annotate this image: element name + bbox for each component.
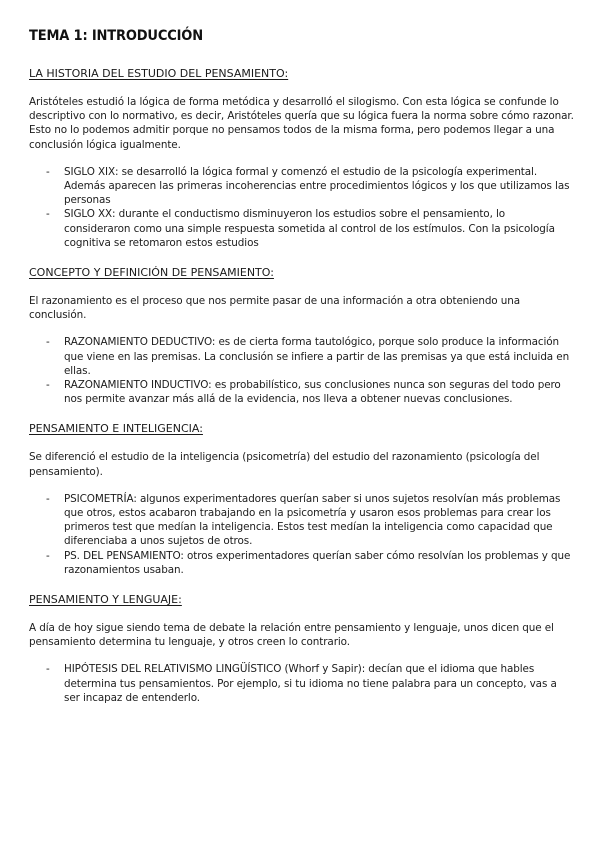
bullet-dash: - [46, 165, 50, 178]
document-title: TEMA 1: INTRODUCCIÓN [29, 28, 203, 44]
bullet-text: PSICOMETRÍA: algunos experimentadores querían saber si unos sujetos resolvían más problemas que otros, estos acabaron trabajando en la psicometría y usaron esos problemas para crear los primeros test que medían la inteligencia. Estos test medían la inteligencia como capacidad que diferenciaba a unos sujetos de otros. [64, 492, 561, 548]
section-paragraph: El razonamiento es el proceso que nos permite pasar de una información a otra obteniendo una conclusión. [29, 295, 521, 322]
bullet-list [29, 492, 574, 577]
bullet-dash: - [46, 208, 50, 221]
bullet-item [29, 335, 574, 378]
section-paragraph: Se diferenció el estudio de la inteligencia (psicometría) del estudio del razonamiento (psicología del pensamiento). [29, 451, 540, 478]
bullet-text: PS. DEL PENSAMIENTO: otros experimentadores querían saber cómo resolvían los problemas y que razonamientos usaban. [64, 549, 571, 576]
bullet-item [29, 492, 574, 549]
section-heading: PENSAMIENTO E INTELIGENCIA: [29, 422, 203, 436]
bullet-item [29, 662, 574, 705]
bullet-item [29, 165, 574, 208]
bullet-item [29, 378, 574, 406]
bullet-text: SIGLO XX: durante el conductismo disminuyeron los estudios sobre el pensamiento, lo consideraron como una simple respuesta sometida al control de los estímulos. Con la psicología cognitiva se retomaron estos estudios [64, 208, 555, 249]
bullet-dash: - [46, 379, 50, 392]
section-paragraph: A día de hoy sigue siendo tema de debate la relación entre pensamiento y lenguaje, unos dicen que el pensamiento determina tu lenguaje, y otros creen lo contrario. [29, 622, 554, 649]
section-heading: LA HISTORIA DEL ESTUDIO DEL PENSAMIENTO: [29, 67, 289, 80]
bullet-list [29, 335, 574, 406]
bullet-text: HIPÓTESIS DEL RELATIVISMO LINGÜÍSTICO (Whorf y Sapir): decían que el idioma que hables determina tus pensamientos. Por ejemplo, si tu idioma no tiene palabra para un concepto, vas a ser incapaz de entenderlo. [64, 663, 557, 704]
section-heading: PENSAMIENTO Y LENGUAJE: [29, 593, 182, 607]
bullet-dash: - [46, 492, 50, 505]
bullet-dash: - [46, 663, 50, 676]
section-historia [29, 67, 574, 250]
bullet-text: SIGLO XIX: se desarrolló la lógica formal y comenzó el estudio de la psicología experimental. Además aparecen las primeras incoherencias entre procedimientos lógicos y los que utilizamos las personas [64, 165, 570, 207]
section-paragraph: Aristóteles estudió la lógica de forma metódica y desarrolló el silogismo. Con esta lógica se confunde lo descriptivo con lo normativo, es decir, Aristóteles quería que su lógica fuera la norma sobre cómo razonar. Esto no lo podemos admitir porque no pensamos todos de la misma forma, pero podemos llegar a una conclusión lógica igualmente. [29, 96, 574, 151]
section-heading: CONCEPTO Y DEFINICIÓN DE PENSAMIENTO: [29, 266, 274, 280]
bullet-dash: - [46, 336, 50, 349]
document-page [29, 26, 574, 721]
section-lenguaje [29, 593, 574, 705]
bullet-list [29, 662, 574, 705]
section-inteligencia [29, 422, 574, 577]
bullet-item [29, 207, 574, 250]
section-concepto [29, 266, 574, 406]
bullet-item [29, 549, 574, 577]
bullet-text: RAZONAMIENTO INDUCTIVO: es probabilístico, sus conclusiones nunca son seguras del todo pero nos permite avanzar más allá de la evidencia, nos lleva a obtener nuevas conclusiones. [64, 379, 561, 406]
bullet-dash: - [46, 549, 50, 562]
bullet-list [29, 165, 574, 250]
bullet-text: RAZONAMIENTO DEDUCTIVO: es de cierta forma tautológico, porque solo produce la información que viene en las premisas. La conclusión se infiere a partir de las premisas ya que está incluida en ellas. [64, 336, 570, 377]
